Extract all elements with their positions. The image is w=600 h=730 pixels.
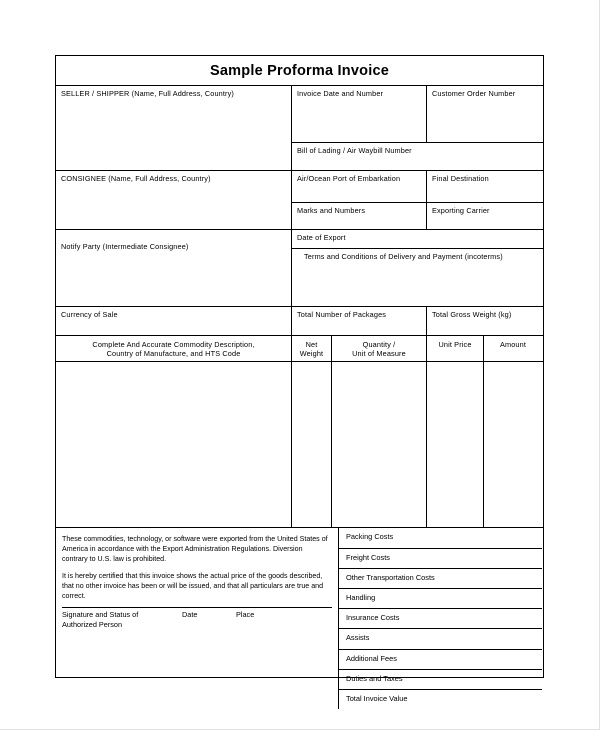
line-items-net-weight-area[interactable] <box>291 362 331 527</box>
line-items-quantity-area[interactable] <box>331 362 426 527</box>
field-notify-party[interactable] <box>56 229 291 306</box>
field-consignee-label: CONSIGNEE (Name, Full Address, Country) <box>61 174 211 183</box>
cost-label: Handling <box>346 593 376 603</box>
field-consignee[interactable] <box>56 171 291 229</box>
cost-row-other-transportation-costs[interactable] <box>339 568 542 588</box>
commodity-table-body <box>56 362 543 528</box>
commodity-table-header <box>56 335 543 362</box>
footer-section <box>56 528 543 709</box>
field-total-gross-weight[interactable] <box>426 307 543 335</box>
field-customer-order-number[interactable] <box>426 86 543 143</box>
cost-row-assists[interactable] <box>339 628 542 648</box>
certification-paragraph-2: It is hereby certified that this invoice shows the actual price of the goods described, that no other invoice has been or will be issued, and that all particulars are true and correct. <box>62 572 324 601</box>
cost-label: Duties and Taxes <box>346 673 403 683</box>
field-marks-and-numbers-label: Marks and Numbers <box>297 206 366 215</box>
signature-block <box>56 607 338 630</box>
certification-block <box>56 528 338 709</box>
field-total-number-of-packages-label: Total Number of Packages <box>297 310 387 319</box>
signature-label <box>62 610 182 630</box>
proforma-invoice-form <box>55 55 544 703</box>
field-notify-party-label: Notify Party (Intermediate Consignee) <box>61 242 189 251</box>
certification-text <box>56 528 338 601</box>
field-currency-of-sale[interactable] <box>56 307 291 335</box>
column-header-quantity <box>331 336 426 361</box>
cost-label: Additional Fees <box>346 653 397 663</box>
signature-date-label: Date <box>182 610 198 620</box>
notify-section <box>56 229 543 306</box>
field-exporting-carrier-label: Exporting Carrier <box>432 206 490 215</box>
seller-section <box>56 86 543 170</box>
signature-labels <box>62 608 332 630</box>
field-bill-of-lading-label: Bill of Lading / Air Waybill Number <box>297 146 412 155</box>
cost-breakdown-block <box>338 528 542 709</box>
column-header-net-weight <box>291 336 331 361</box>
line-items-description-area[interactable] <box>56 362 291 527</box>
signature-label-line2: Authorized Person <box>62 620 123 630</box>
field-terms-and-conditions-label: Terms and Conditions of Delivery and Payment (incoterms) <box>304 252 503 261</box>
field-final-destination-label: Final Destination <box>432 174 489 183</box>
cost-label: Total Invoice Value <box>346 693 408 703</box>
field-customer-order-number-label: Customer Order Number <box>432 89 516 98</box>
field-final-destination[interactable] <box>426 171 543 203</box>
cost-row-packing-costs[interactable] <box>339 528 542 548</box>
field-total-number-of-packages[interactable] <box>291 307 426 335</box>
column-header-unit-price-label: Unit Price <box>438 340 472 349</box>
cost-label: Other Transportation Costs <box>346 573 435 583</box>
column-header-net-weight-line2: Weight <box>299 349 324 359</box>
line-items-amount-area[interactable] <box>483 362 542 527</box>
currency-section <box>56 306 543 335</box>
field-currency-of-sale-label: Currency of Sale <box>61 310 118 319</box>
column-header-amount <box>483 336 542 361</box>
field-bill-of-lading[interactable] <box>291 143 543 170</box>
cost-row-additional-fees[interactable] <box>339 649 542 669</box>
field-invoice-date-number[interactable] <box>291 86 426 143</box>
cost-row-freight-costs[interactable] <box>339 548 542 568</box>
field-exporting-carrier[interactable] <box>426 203 543 229</box>
column-header-quantity-line2: Unit of Measure <box>352 349 406 359</box>
cost-row-duties-and-taxes[interactable] <box>339 669 542 689</box>
line-items-unit-price-area[interactable] <box>426 362 483 527</box>
field-marks-and-numbers[interactable] <box>291 203 426 229</box>
field-total-gross-weight-label: Total Gross Weight (kg) <box>432 310 512 319</box>
column-header-net-weight-line1: Net <box>305 340 318 349</box>
cost-label: Insurance Costs <box>346 613 400 623</box>
cost-label: Freight Costs <box>346 553 390 563</box>
column-header-description-line2: Country of Manufacture, and HTS Code <box>106 349 241 359</box>
field-port-of-embarkation-label: Air/Ocean Port of Embarkation <box>297 174 401 183</box>
field-seller-shipper-label: SELLER / SHIPPER (Name, Full Address, Country) <box>61 89 234 98</box>
cost-label: Packing Costs <box>346 532 394 541</box>
consignee-section <box>56 170 543 229</box>
cost-label: Assists <box>346 633 370 643</box>
cost-row-total-invoice-value[interactable] <box>339 689 542 709</box>
field-invoice-date-number-label: Invoice Date and Number <box>297 89 384 98</box>
signature-place-label: Place <box>236 610 255 620</box>
column-header-unit-price <box>426 336 483 361</box>
cost-row-insurance-costs[interactable] <box>339 608 542 628</box>
form-title-bar <box>56 56 543 86</box>
field-date-of-export[interactable] <box>291 229 543 249</box>
column-header-quantity-line1: Quantity / <box>362 340 396 349</box>
field-port-of-embarkation[interactable] <box>291 171 426 203</box>
column-header-description <box>56 336 291 361</box>
column-header-amount-label: Amount <box>499 340 527 349</box>
signature-label-line1: Signature and Status of <box>62 610 139 620</box>
field-seller-shipper[interactable] <box>56 86 291 170</box>
page-title: Sample Proforma Invoice <box>209 62 390 79</box>
field-terms-and-conditions[interactable] <box>291 249 543 306</box>
field-date-of-export-label: Date of Export <box>297 233 346 242</box>
cost-row-handling[interactable] <box>339 588 542 608</box>
column-header-description-line1: Complete And Accurate Commodity Description, <box>92 340 255 349</box>
certification-paragraph-1: These commodities, technology, or software were exported from the United States of America in accordance with the Export Administration Regulations. Diversion contrary to U.S. law is prohibited. <box>62 535 328 564</box>
